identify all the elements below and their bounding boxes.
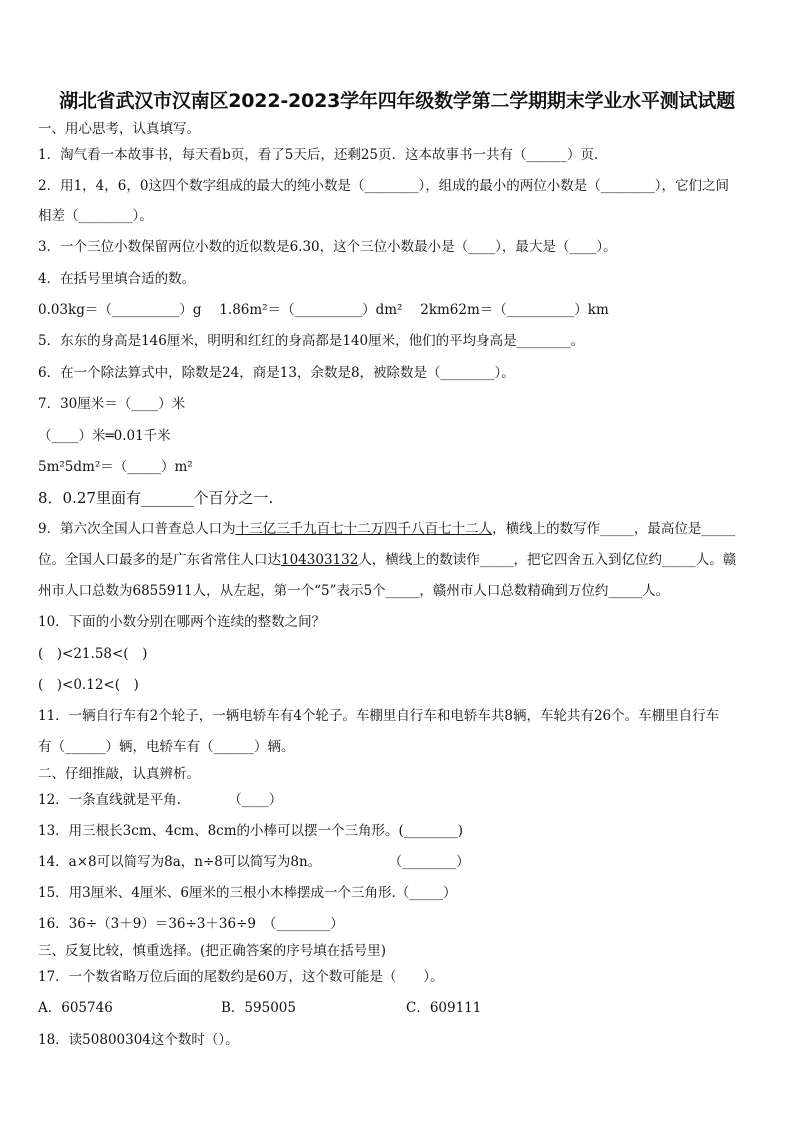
question-12: 12．一条直线就是平角. （____） xyxy=(38,792,283,808)
question-9-line-1 xyxy=(38,520,735,538)
question-17-options xyxy=(38,999,758,1017)
question-10-a: ( )<21.58<( ) xyxy=(38,646,148,662)
question-16: 16．36÷（3＋9）＝36÷3＋36÷9 （________） xyxy=(38,916,344,932)
section-2-heading: 二、仔细推敲，认真辨析。 xyxy=(38,766,200,782)
option-b: B．595005 xyxy=(221,1000,296,1016)
question-9-line-2 xyxy=(38,551,736,569)
question-10-b: ( )<0.12<( ) xyxy=(38,677,139,693)
question-9-text: 9．第六次全国人口普查总人口为 xyxy=(38,521,236,537)
question-18: 18．读50800304这个数时（）。 xyxy=(38,1032,239,1048)
question-5: 5．东东的身高是146厘米，明明和红红的身高都是140厘米，他们的平均身高是________。 xyxy=(38,333,585,349)
page-title: 湖北省武汉市汉南区2022-2023学年四年级数学第二学期期末学业水平测试试题 xyxy=(59,90,735,112)
question-9-underlined-number: 十三亿三千九百七十二万四千八百七十二人 xyxy=(235,521,493,537)
question-1: 1．淘气看一本故事书，每天看b页，看了5天后，还剩25页．这本故事书一共有（______）页． xyxy=(38,147,608,163)
question-8: 8．0.27里面有_______个百分之一. xyxy=(38,489,274,507)
question-10: 10．下面的小数分别在哪两个连续的整数之间？ xyxy=(38,614,326,630)
question-6: 6．在一个除法算式中，除数是24，商是13，余数是8，被除数是（________）。 xyxy=(38,365,515,381)
question-4: 4．在括号里填合适的数。 xyxy=(38,271,196,287)
question-9b-text: 位。全国人口最多的是广东省常住人口达 xyxy=(38,552,281,568)
question-3: 3．一个三位小数保留两位小数的近似数是6.30，这个三位小数最小是（____），最大是（____）。 xyxy=(38,239,617,255)
question-9b-text-2: 人，横线上的数读作_____，把它四舍五入到亿位约_____人。赣 xyxy=(358,552,737,568)
question-9-line-3: 州市人口总数为6855911人，从左起，第一个“5”表示5个_____，赣州市人口总数精确到万位约_____人。 xyxy=(38,583,670,599)
question-7-b: （____）米═0.01千米 xyxy=(38,428,171,444)
question-7-a: 7．30厘米＝（____）米 xyxy=(38,396,186,412)
option-a: A．605746 xyxy=(38,1000,113,1016)
question-11-line-2: 有（______）辆，电轿车有（______）辆。 xyxy=(38,739,295,755)
question-17: 17．一个数省略万位后面的尾数约是60万，这个数可能是（ ）。 xyxy=(38,969,444,985)
section-1-heading: 一、用心思考，认真填写。 xyxy=(38,121,200,137)
question-2-line-2: 相差（________）。 xyxy=(38,208,153,224)
question-15: 15．用3厘米、4厘米、6厘米的三根小木棒摆成一个三角形.（_____） xyxy=(38,885,457,901)
option-c: C．609111 xyxy=(406,1000,482,1016)
question-9b-underlined-number: 104303132 xyxy=(281,552,359,568)
question-2-line-1: 2．用1，4，6，0这四个数字组成的最大的纯小数是（________），组成的最小的两位小数是（________），它们之间 xyxy=(38,178,729,194)
question-9-text-2: ，横线上的数写作_____，最高位是_____ xyxy=(492,521,736,537)
section-3-heading: 三、反复比较，慎重选择。(把正确答案的序号填在括号里) xyxy=(38,943,387,959)
question-13: 13．用三根长3cm、4cm、8cm的小棒可以摆一个三角形。(________) xyxy=(38,823,464,839)
question-14: 14．a×8可以简写为8a，n÷8可以简写为8n。 （________） xyxy=(38,854,470,870)
question-4-items: 0.03kg＝（__________）g 1.86m²＝（__________）dm² 2km62m＝（__________）km xyxy=(38,302,609,318)
question-7-c: 5m²5dm²＝（_____）m² xyxy=(38,459,193,475)
question-11-line-1: 11．一辆自行车有2个轮子，一辆电轿车有4个轮子。车棚里自行车和电轿车共8辆，车轮共有26个。车棚里自行车 xyxy=(38,708,720,724)
